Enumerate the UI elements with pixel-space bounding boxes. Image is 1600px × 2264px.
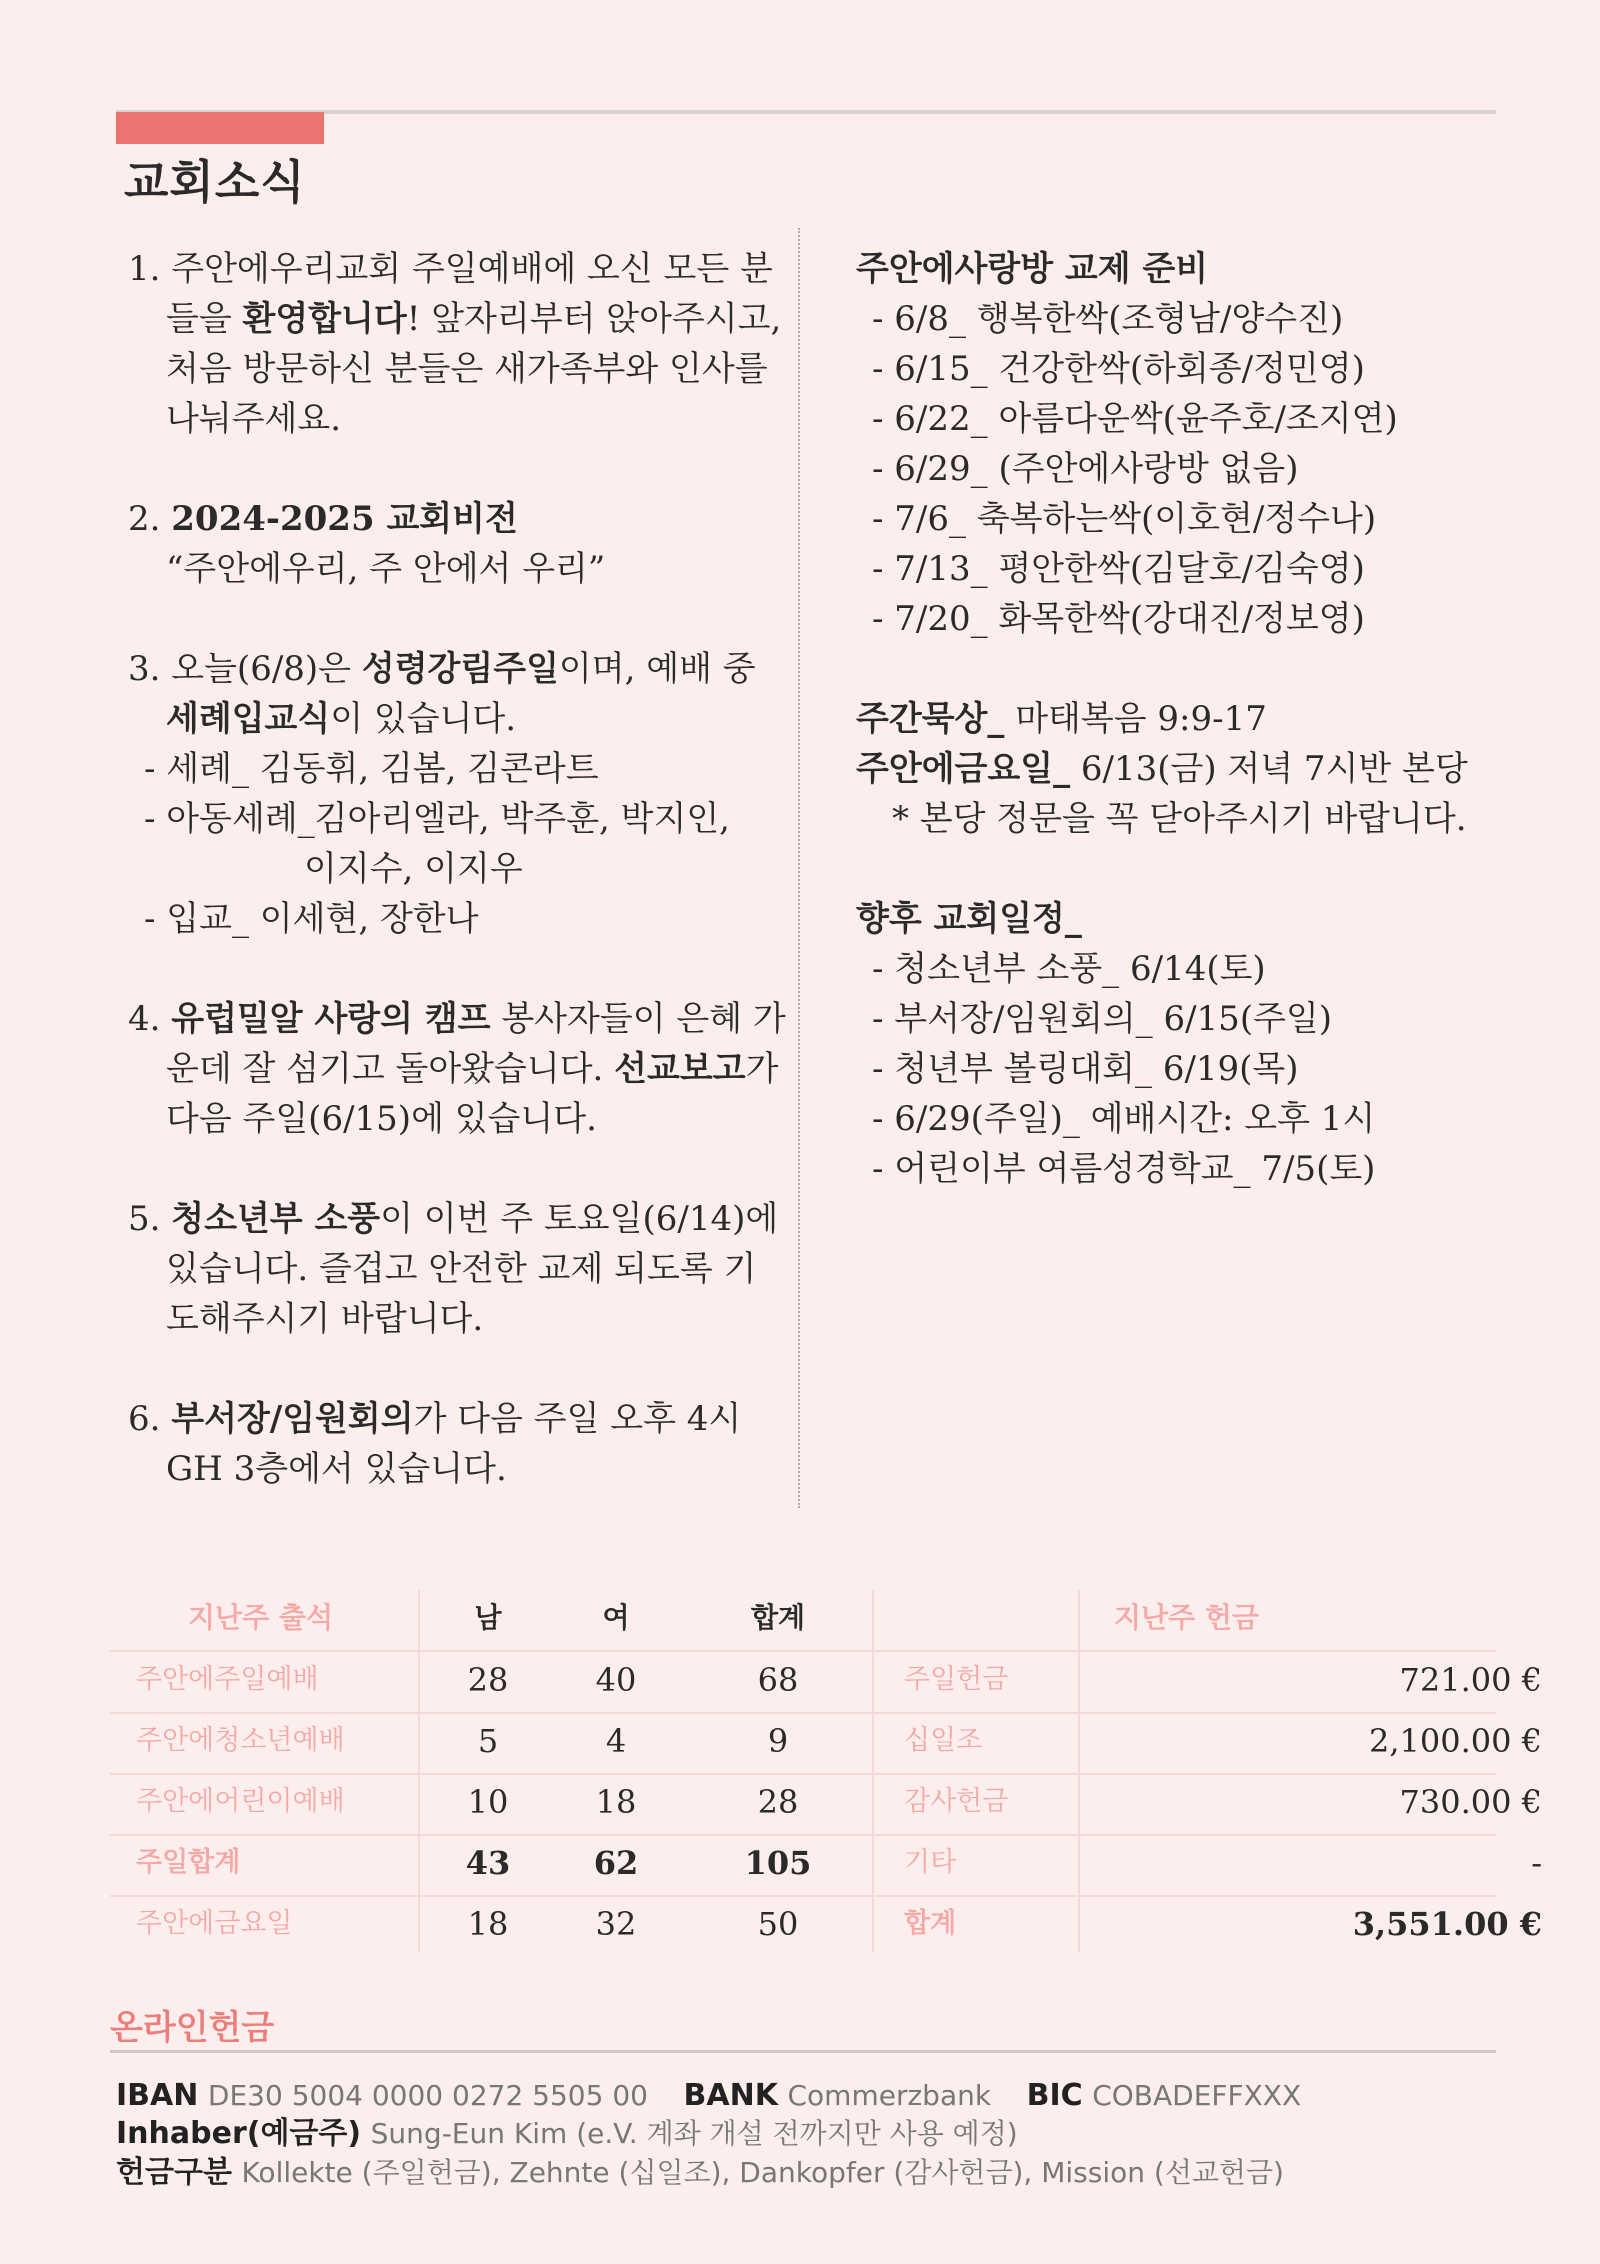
offering-label: 기타 [904, 1847, 957, 1878]
offering-label: 십일조 [904, 1725, 983, 1756]
notice-5-line: 도해주시기 바랍니다. [166, 1299, 484, 1339]
notice-6-line: GH 3층에서 있습니다. [166, 1449, 507, 1489]
offering-types-value: Kollekte (주일헌금), Zehnte (십일조), Dankopfer (감사헌금), Mission (선교헌금) [241, 2156, 1284, 2189]
notice-3 [128, 644, 778, 944]
notice-1-line: 1. 주안에우리교회 주일예배에 오신 모든 분 [128, 249, 773, 289]
bic-label: BIC [1026, 2078, 1083, 2113]
bank-value: Commerzbank [787, 2079, 992, 2112]
sarang-item: - 6/22_ 아름다운싹(윤주호/조지연) [872, 399, 1398, 439]
attendance-total: 50 [757, 1905, 799, 1943]
female-header: 여 [602, 1601, 630, 1634]
attendance-female: 4 [605, 1722, 627, 1760]
table-divider [110, 1773, 1496, 1775]
attendance-total: 68 [757, 1661, 799, 1699]
attendance-header: 지난주 출석 [188, 1601, 333, 1634]
notice-3-line: 3. 오늘(6/8)은 성령강림주일이며, 예배 중 [128, 649, 756, 689]
attendance-male: 5 [477, 1722, 499, 1760]
table-divider [110, 1712, 1496, 1714]
notice-1-line: 들을 환영합니다! 앞자리부터 앉아주시고, [166, 299, 782, 339]
online-rule [110, 2050, 1496, 2053]
attendance-female: 32 [595, 1905, 637, 1943]
bank-line [116, 2076, 1301, 2116]
attendance-row-label: 주일합계 [136, 1847, 241, 1878]
online-giving-title: 온라인헌금 [110, 2008, 275, 2048]
notice-2-title: 2. 2024-2025 교회비전 [128, 499, 518, 539]
attendance-female: 62 [593, 1844, 639, 1882]
iban-label: IBAN [116, 2078, 199, 2113]
notice-1-line: 나눠주세요. [166, 399, 342, 439]
notice-5-line: 5. 청소년부 소풍이 이번 주 토요일(6/14)에 [128, 1199, 779, 1239]
weekly-meditation: 주간묵상_ 마태복음 9:9-17 [856, 699, 1267, 739]
table-divider [110, 1834, 1496, 1836]
sarang-item: - 7/20_ 화목한싹(강대진/정보영) [872, 599, 1365, 639]
table-divider [872, 1590, 874, 1952]
iban-value: DE30 5004 0000 0272 5505 00 [207, 2079, 648, 2112]
attendance-female: 18 [595, 1783, 637, 1821]
holder-label: Inhaber(예금주) [116, 2116, 362, 2151]
schedule-item: - 부서장/임원회의_ 6/15(주일) [872, 999, 1333, 1039]
notice-1-line: 처음 방문하신 분들은 새가족부와 인사를 [166, 349, 768, 389]
sarang-item: - 6/8_ 행복한싹(조형남/양수진) [872, 299, 1344, 339]
attendance-male: 10 [467, 1783, 509, 1821]
attendance-row-label: 주안에어린이예배 [136, 1786, 345, 1817]
left-column [128, 244, 786, 1544]
schedule-item: - 청소년부 소풍_ 6/14(토) [872, 949, 1266, 989]
offering-label: 감사헌금 [904, 1786, 1009, 1817]
bank-label: BANK [683, 2078, 778, 2113]
schedule-item: - 6/29(주일)_ 예배시간: 오후 1시 [872, 1099, 1376, 1139]
attendance-male: 43 [465, 1844, 511, 1882]
table-divider [110, 1650, 1496, 1652]
stats-table [110, 1590, 1542, 1960]
schedule-item: - 청년부 볼링대회_ 6/19(목) [872, 1049, 1299, 1089]
notice-5 [128, 1194, 778, 1344]
offering-amount: 2,100.00 € [1368, 1722, 1542, 1760]
sarang-title: 주안에사랑방 교제 준비 [856, 249, 1209, 289]
attendance-male: 18 [467, 1905, 509, 1943]
offering-label: 합계 [904, 1908, 957, 1939]
notice-4-line: 4. 유럽밀알 사랑의 캠프 봉사자들이 은혜 가 [128, 999, 786, 1039]
notice-3-line: - 세례_ 김동휘, 김봄, 김콘라트 [144, 749, 599, 789]
right-column [856, 244, 1546, 1244]
title-accent-bar [116, 112, 324, 144]
notice-2-quote: “주안에우리, 주 안에서 우리” [166, 549, 606, 589]
attendance-total: 105 [744, 1844, 812, 1882]
offering-types-label: 헌금구분 [116, 2155, 232, 2190]
column-divider [798, 228, 800, 1508]
bic-value: COBADEFFXXX [1092, 2079, 1302, 2112]
offering-amount: 730.00 € [1399, 1783, 1542, 1821]
attendance-female: 40 [595, 1661, 637, 1699]
schedule-item: - 어린이부 여름성경학교_ 7/5(토) [872, 1149, 1376, 1189]
table-divider [1078, 1590, 1080, 1952]
holder-value: Sung-Eun Kim (e.V. 계좌 개설 전까지만 사용 예정) [370, 2117, 1018, 2150]
attendance-male: 28 [467, 1661, 509, 1699]
offering-types-line [116, 2153, 1284, 2193]
notice-1 [128, 244, 782, 444]
notice-2 [128, 494, 778, 594]
notice-5-line: 있습니다. 즐겁고 안전한 교제 되도록 기 [166, 1249, 757, 1289]
schedule-section [856, 894, 1546, 1194]
attendance-row-label: 주안에청소년예배 [136, 1725, 345, 1756]
friday-service: 주안에금요일_ 6/13(금) 저녁 7시반 본당 [856, 749, 1468, 789]
notice-3-line: 세례입교식이 있습니다. [166, 699, 517, 739]
attendance-total: 9 [767, 1722, 789, 1760]
attendance-total: 28 [757, 1783, 799, 1821]
notice-6-line: 6. 부서장/임원회의가 다음 주일 오후 4시 [128, 1399, 742, 1439]
sarang-item: - 6/29_ (주안에사랑방 없음) [872, 449, 1299, 489]
attendance-row-label: 주안에금요일 [136, 1908, 293, 1939]
offering-amount: 721.00 € [1399, 1661, 1542, 1699]
notice-6 [128, 1394, 778, 1494]
schedule-title: 향후 교회일정_ [856, 899, 1082, 939]
sarang-item: - 7/6_ 축복하는싹(이호현/정수나) [872, 499, 1377, 539]
sarang-item: - 7/13_ 평안한싹(김달호/김숙영) [872, 549, 1365, 589]
friday-note: * 본당 정문을 꼭 닫아주시기 바랍니다. [892, 799, 1467, 839]
page-title: 교회소식 [124, 155, 306, 209]
sarang-section [856, 244, 1546, 644]
offering-label: 주일헌금 [904, 1664, 1009, 1695]
holder-line [116, 2114, 1018, 2154]
notice-4-line: 운데 잘 섬기고 돌아왔습니다. 선교보고가 [166, 1049, 779, 1089]
notice-3-line: 이지수, 이지우 [304, 849, 523, 889]
weekly-section [856, 694, 1546, 844]
total-header: 합계 [750, 1601, 806, 1634]
notice-4 [128, 994, 786, 1144]
offering-amount: 3,551.00 € [1352, 1905, 1542, 1943]
sarang-item: - 6/15_ 건강한싹(하회종/정민영) [872, 349, 1365, 389]
notice-3-line: - 아동세례_김아리엘라, 박주훈, 박지인, [144, 799, 730, 839]
notice-4-line: 다음 주일(6/15)에 있습니다. [166, 1099, 597, 1139]
male-header: 남 [474, 1601, 502, 1634]
attendance-row-label: 주안에주일예배 [136, 1664, 319, 1695]
notice-3-line: - 입교_ 이세현, 장한나 [144, 899, 479, 939]
table-divider [110, 1895, 1496, 1897]
offering-amount: - [1531, 1844, 1542, 1882]
table-divider [418, 1590, 420, 1952]
offering-header: 지난주 헌금 [1114, 1601, 1259, 1634]
